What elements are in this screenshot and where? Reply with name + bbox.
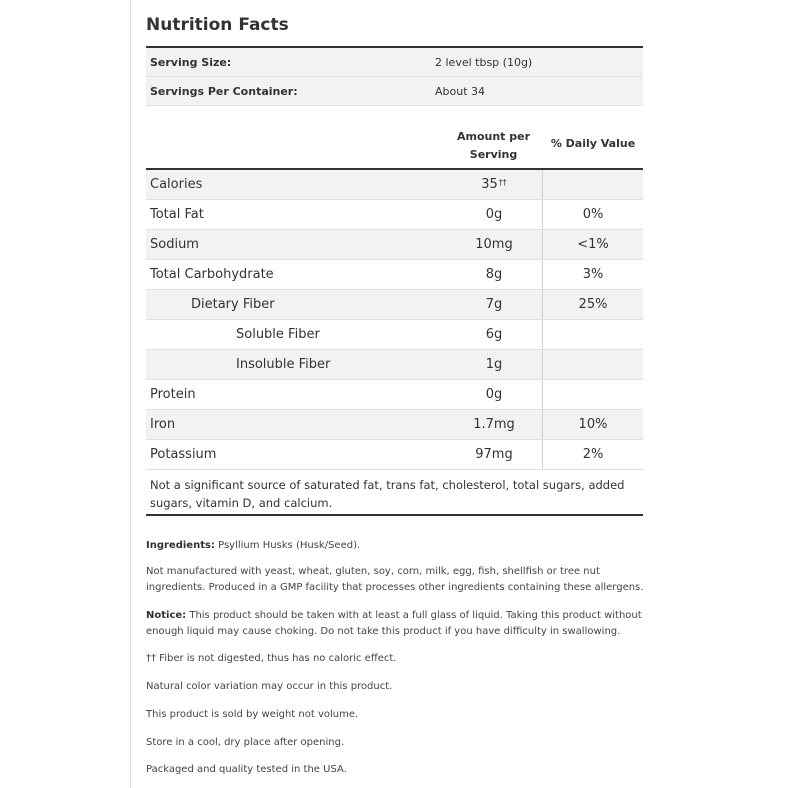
nutrient-daily-value: <1% [542, 230, 643, 259]
color-variation-note: Natural color variation may occur in this product. [146, 681, 393, 692]
serving-size-value: 2 level tbsp (10g) [435, 55, 533, 69]
nutrient-daily-value [542, 170, 643, 199]
weight-note: This product is sold by weight not volume. [146, 709, 359, 720]
nutrient-amount: 8g [485, 267, 503, 282]
table-row [146, 350, 643, 380]
notice-label: Notice: [146, 610, 187, 621]
nutrient-amount: 35 †† [481, 177, 507, 192]
nutrient-name: Iron [150, 417, 176, 432]
servings-per-container-label: Servings Per Container: [150, 84, 298, 98]
nutrient-amount: 97mg [475, 447, 513, 462]
nutrient-daily-value [542, 350, 643, 379]
table-row [146, 170, 643, 200]
table-row [146, 380, 643, 410]
daily-value-header: % Daily Value [550, 137, 636, 150]
page-divider-line [130, 0, 131, 788]
nutrient-daily-value [542, 320, 643, 349]
table-row [146, 200, 643, 230]
notice-note [146, 608, 646, 640]
servings-per-container-value: About 34 [435, 84, 486, 98]
nutrient-daily-value: 2% [542, 440, 643, 469]
nutrient-amount: 7g [485, 297, 503, 312]
serving-size-label: Serving Size: [150, 55, 232, 69]
table-row [146, 230, 643, 260]
table-row [146, 440, 643, 470]
table-row [146, 410, 643, 440]
nutrition-table-body [146, 170, 643, 470]
nutrient-amount: 10mg [475, 237, 513, 252]
fiber-note: †† Fiber is not digested, thus has no caloric effect. [146, 653, 397, 664]
table-row [146, 320, 643, 350]
nutrient-daily-value: 10% [542, 410, 643, 439]
panel-title: Nutrition Facts [146, 15, 289, 35]
nutrient-amount: 6g [485, 327, 503, 342]
notice-text: This product should be taken with at least a full glass of liquid. Taking this product without enough liquid may cause choking. Do not take this product if you have difficulty in swallowing. [146, 610, 642, 637]
ingredients-note [146, 538, 646, 554]
packaging-note: Packaged and quality tested in the USA. [146, 764, 347, 775]
nutrient-name: Protein [150, 387, 196, 402]
nutrient-amount: 0g [485, 387, 503, 402]
dagger-mark: †† [498, 178, 507, 187]
serving-info [146, 46, 643, 106]
nutrient-name: Sodium [150, 237, 199, 252]
allergen-note: Not manufactured with yeast, wheat, gluten, soy, corn, milk, egg, fish, shellfish or tree nut ingredients. Produced in a GMP facility that processes other ingredients containing these allergens. [146, 566, 644, 593]
nutrient-name: Potassium [150, 447, 217, 462]
nutrient-name: Insoluble Fiber [236, 357, 331, 372]
ingredients-label: Ingredients: [146, 540, 215, 551]
table-footnote: Not a significant source of saturated fat, trans fat, cholesterol, total sugars, added sugars, vitamin D, and calcium. [146, 472, 643, 516]
nutrient-amount: 1g [485, 357, 503, 372]
nutrient-daily-value: 25% [542, 290, 643, 319]
table-row [146, 290, 643, 320]
nutrient-daily-value: 0% [542, 200, 643, 229]
ingredients-text: Psyllium Husks (Husk/Seed). [214, 540, 361, 551]
nutrient-daily-value: 3% [542, 260, 643, 289]
nutrition-table-header [146, 127, 643, 170]
serving-size-row [146, 48, 643, 77]
nutrient-amount: 1.7mg [473, 417, 515, 432]
nutrient-name: Total Carbohydrate [150, 267, 274, 282]
nutrient-amount: 0g [485, 207, 503, 222]
amount-per-serving-header: Amount per Serving [456, 130, 531, 161]
nutrient-daily-value [542, 380, 643, 409]
nutrient-name: Calories [150, 177, 203, 192]
nutrient-name: Total Fat [150, 207, 204, 222]
table-row [146, 260, 643, 290]
nutrient-name: Dietary Fiber [191, 297, 275, 312]
nutrient-name: Soluble Fiber [236, 327, 320, 342]
servings-per-container-row [146, 77, 643, 106]
storage-note: Store in a cool, dry place after opening. [146, 737, 345, 748]
